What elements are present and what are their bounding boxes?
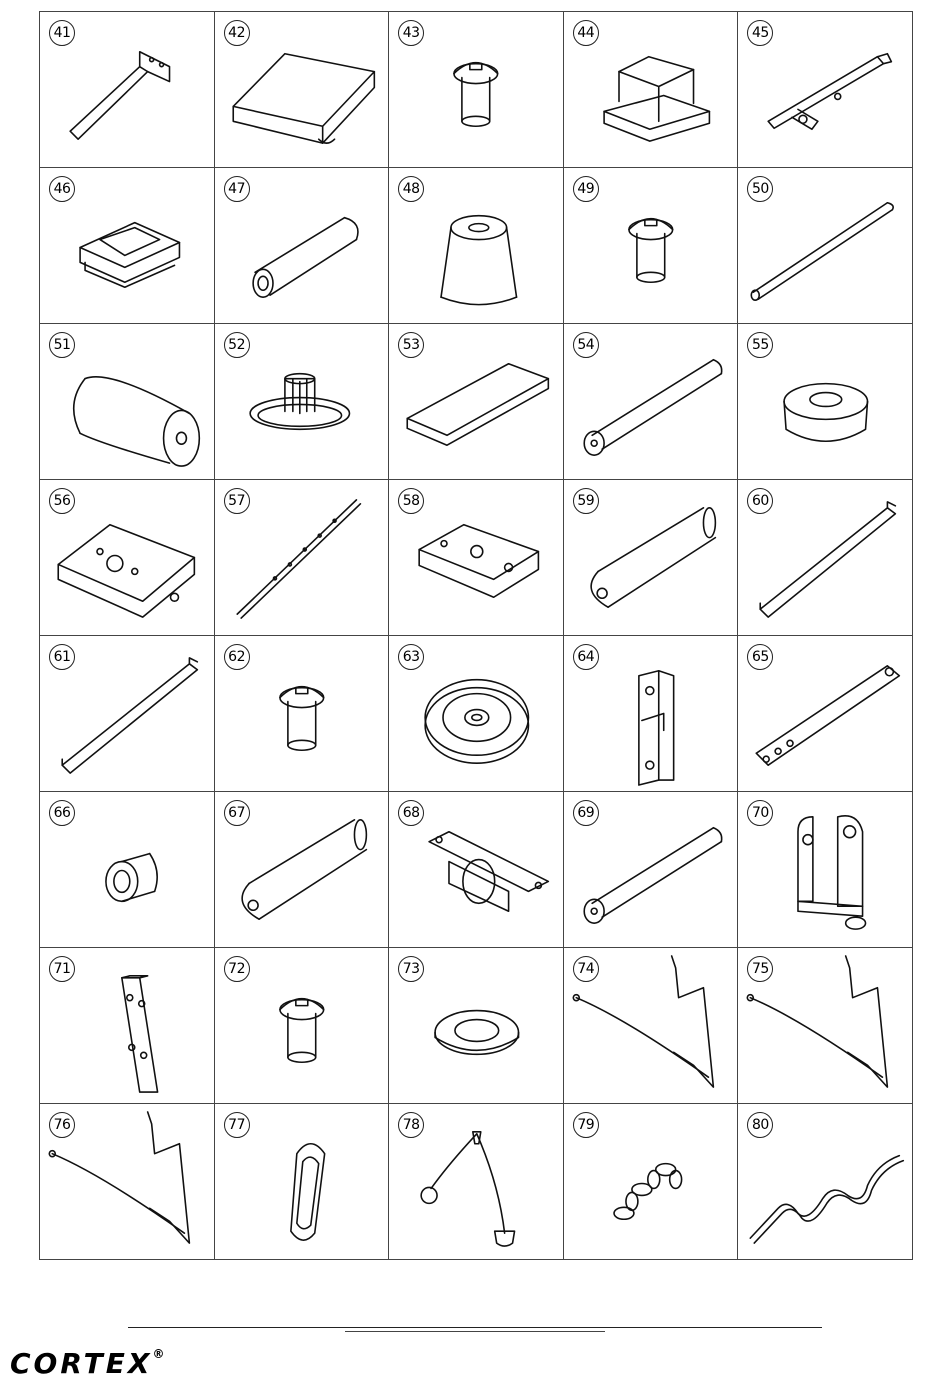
part-cell-49 [564, 168, 739, 324]
part-number: 60 [747, 488, 773, 514]
part-number: 77 [224, 1112, 250, 1138]
part-number: 53 [398, 332, 424, 358]
part-cell-62 [215, 636, 390, 792]
parts-diagram-grid [39, 11, 913, 1260]
part-cell-54 [564, 324, 739, 480]
footer-divider [128, 1327, 822, 1328]
part-number: 69 [573, 800, 599, 826]
part-number: 51 [49, 332, 75, 358]
part-cell-67 [215, 792, 390, 948]
part-cell-79 [564, 1104, 739, 1260]
part-cell-61 [40, 636, 215, 792]
part-number: 76 [49, 1112, 75, 1138]
part-number: 58 [398, 488, 424, 514]
part-number: 56 [49, 488, 75, 514]
part-number: 45 [747, 20, 773, 46]
part-cell-70 [738, 792, 913, 948]
part-cell-45 [738, 12, 913, 168]
part-cell-76 [40, 1104, 215, 1260]
part-cell-77 [215, 1104, 390, 1260]
part-number: 70 [747, 800, 773, 826]
part-cell-65 [738, 636, 913, 792]
part-number: 62 [224, 644, 250, 670]
part-cell-58 [389, 480, 564, 636]
part-number: 50 [747, 176, 773, 202]
part-number: 74 [573, 956, 599, 982]
part-cell-69 [564, 792, 739, 948]
part-cell-60 [738, 480, 913, 636]
part-number: 48 [398, 176, 424, 202]
part-cell-55 [738, 324, 913, 480]
part-number: 43 [398, 20, 424, 46]
part-cell-43 [389, 12, 564, 168]
part-number: 44 [573, 20, 599, 46]
part-cell-59 [564, 480, 739, 636]
part-number: 65 [747, 644, 773, 670]
part-cell-78 [389, 1104, 564, 1260]
part-number: 47 [224, 176, 250, 202]
part-number: 75 [747, 956, 773, 982]
part-number: 52 [224, 332, 250, 358]
part-number: 71 [49, 956, 75, 982]
part-cell-64 [564, 636, 739, 792]
part-cell-51 [40, 324, 215, 480]
part-number: 59 [573, 488, 599, 514]
part-cell-72 [215, 948, 390, 1104]
part-number: 66 [49, 800, 75, 826]
part-cell-66 [40, 792, 215, 948]
part-number: 57 [224, 488, 250, 514]
part-cell-47 [215, 168, 390, 324]
part-number: 42 [224, 20, 250, 46]
part-cell-44 [564, 12, 739, 168]
part-number: 80 [747, 1112, 773, 1138]
brand-logo [10, 1347, 164, 1380]
part-cell-73 [389, 948, 564, 1104]
part-cell-63 [389, 636, 564, 792]
part-number: 78 [398, 1112, 424, 1138]
part-cell-75 [738, 948, 913, 1104]
part-number: 79 [573, 1112, 599, 1138]
part-number: 73 [398, 956, 424, 982]
part-cell-57 [215, 480, 390, 636]
part-cell-41 [40, 12, 215, 168]
part-cell-46 [40, 168, 215, 324]
part-number: 55 [747, 332, 773, 358]
part-number: 49 [573, 176, 599, 202]
part-number: 61 [49, 644, 75, 670]
part-number: 64 [573, 644, 599, 670]
footer-divider-secondary [345, 1331, 605, 1332]
part-number: 46 [49, 176, 75, 202]
part-cell-74 [564, 948, 739, 1104]
part-number: 63 [398, 644, 424, 670]
part-cell-50 [738, 168, 913, 324]
registered-mark: ® [152, 1347, 165, 1361]
part-number: 72 [224, 956, 250, 982]
part-number: 67 [224, 800, 250, 826]
part-cell-71 [40, 948, 215, 1104]
part-cell-53 [389, 324, 564, 480]
part-number: 68 [398, 800, 424, 826]
part-cell-68 [389, 792, 564, 948]
part-cell-42 [215, 12, 390, 168]
part-cell-56 [40, 480, 215, 636]
part-cell-48 [389, 168, 564, 324]
part-cell-80 [738, 1104, 913, 1260]
part-number: 54 [573, 332, 599, 358]
part-cell-52 [215, 324, 390, 480]
brand-name: CORTEX [10, 1347, 153, 1380]
part-number: 41 [49, 20, 75, 46]
